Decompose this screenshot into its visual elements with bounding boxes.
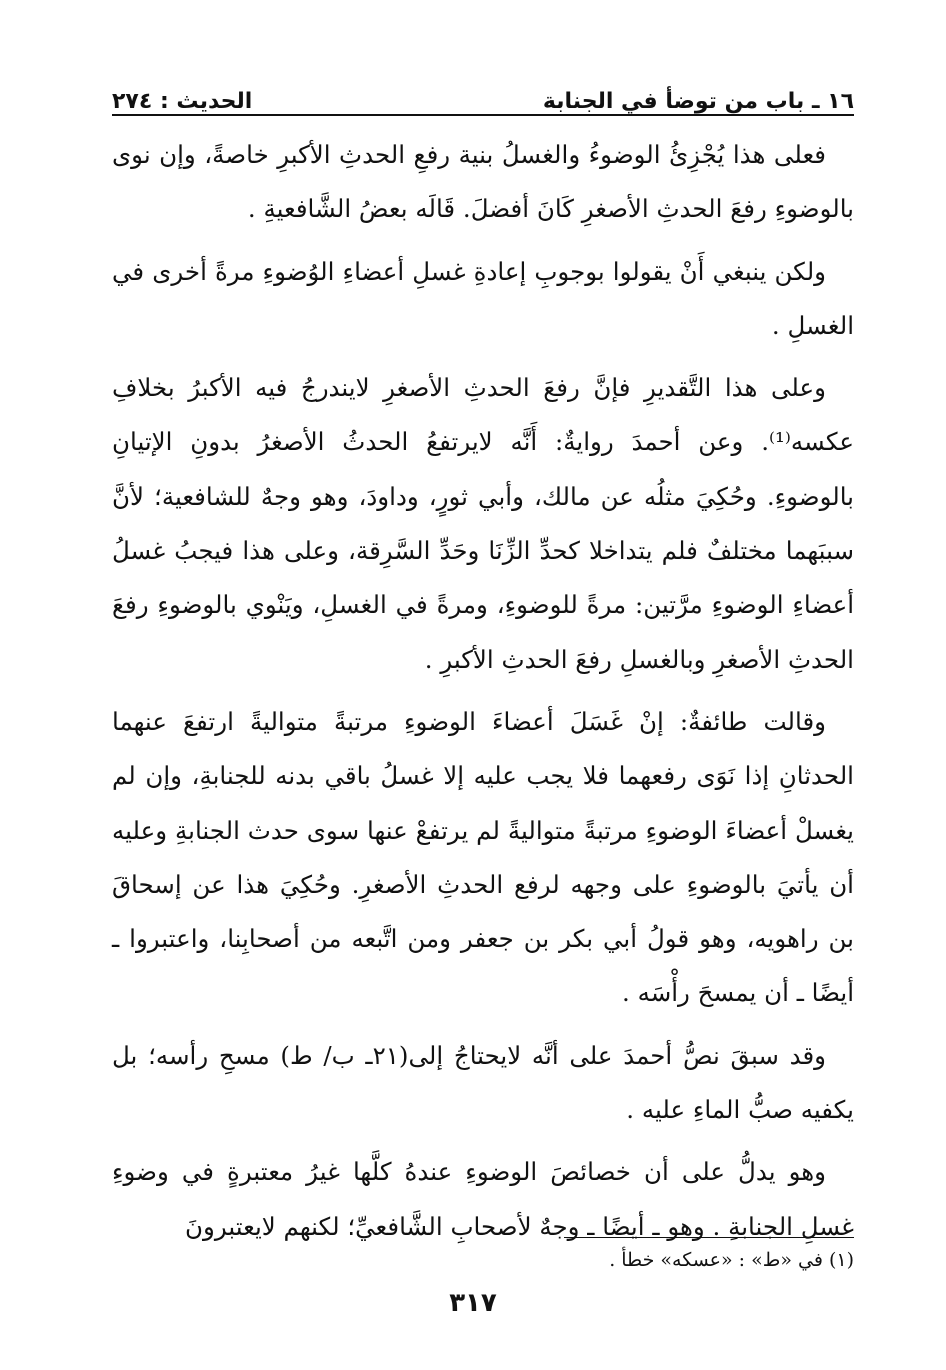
running-header xyxy=(112,76,854,114)
footnote-divider xyxy=(564,1237,854,1238)
hadith-number: الحديث : ٢٧٤ xyxy=(112,89,253,114)
paragraph: وهو يدلُّ على أن خصائصَ الوضوءِ عندهُ كلَّها غيرُ معتبرةٍ في وضوءِ غسلِ الجنابةِ . وهو ـ أيضًا ـ وجهٌ لأصحابِ الشَّافعيِّ؛ لكنهم لايعتبرونَ xyxy=(112,1157,854,1241)
paragraph: فعلى هذا يُجْزِئُ الوضوءُ والغسلُ بنية رفعِ الحدثِ الأكبرِ خاصةً، وإن نوى بالوضوءِ رفعَ الحدثِ الأصغرِ كَانَ أفضلَ. قَالَه بعضُ الشَّافعيةِ . xyxy=(112,140,854,224)
paragraph: ولكن ينبغي أَنْ يقولوا بوجوبِ إعادةِ غسلِ أعضاءِ الوُضوءِ مرةً أخرى في الغسلِ . xyxy=(112,256,854,340)
page-number: ٣١٧ xyxy=(449,1288,497,1318)
paragraph: وعلى هذا التَّقديرِ فإنَّ رفعَ الحدثِ الأصغرِ لايندرجُ فيه الأكبرُ بخلافِ عكسه⁽¹⁾. وعن أحمدَ روايةٌ: أَنَّه لايرتفعُ الحدثُ الأصغرُ بدونِ الإتيانِ بالوضوءِ. وحُكِيَ مثلُه عن مالك، وأبي ثورٍ، وداودَ، وهو وجهٌ للشافعية؛ لأنَّ سببَهما مختلفٌ فلم يتداخلا كحدِّ الزِّنَا وحَدِّ السَّرِقة، وعلى هذا فيجبُ غسلُ أعضاءِ الوضوءِ مرَّتين: مرةً للوضوءِ، ومرةً في الغسلِ، ويَنْوي بالوضوءِ رفعَ الحدثِ الأصغرِ وبالغسلِ رفعَ الحدثِ الأكبرِ . xyxy=(112,373,854,674)
paragraph: وقالت طائفةٌ: إنْ غَسَلَ أعضاءَ الوضوءِ مرتبةً متواليةً ارتفعَ عنهما الحدثانِ إذا نَوَى رفعهما فلا يجب عليه إلا غسلُ باقي بدنه للجنابةِ، وإن لم يغسلْ أعضاءَ الوضوءِ مرتبةً متواليةً لم يرتفعْ عنها سوى حدث الجنابةِ وعليه أن يأتيَ بالوضوءِ على وجهه لرفع الحدثِ الأصغرِ. وحُكِيَ هذا عن إسحاقَ بن راهويه، وهو قولُ أبي بكر بن جعفر ومن اتَّبعه من أصحابِنا، واعتبروا ـ أيضًا ـ أن يمسحَ رأْسَه . xyxy=(112,706,854,1008)
paragraph: وقد سبقَ نصُّ أحمدَ على أنَّه لايحتاجُ إلى(٢١ـ ب/ ط) مسحِ رأسه؛ بل يكفيه صبُّ الماءِ عليه . xyxy=(112,1040,854,1125)
main-text xyxy=(112,128,854,1262)
footnote: (١) في «ط» : «عسكه» خطأ . xyxy=(609,1249,854,1271)
header-divider xyxy=(112,114,854,116)
chapter-title: ١٦ ـ باب من توضأ في الجنابة xyxy=(542,89,854,114)
